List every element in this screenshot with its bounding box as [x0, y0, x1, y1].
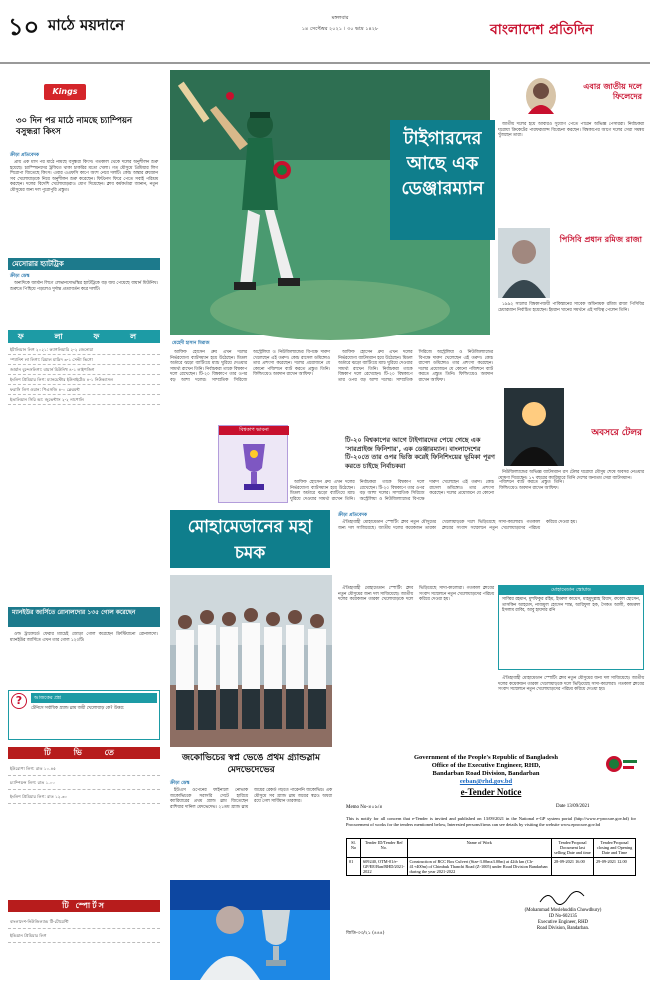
- hero-text-end: আফিফ হোসেন ধ্রুব এখন দলের নির্ভরযোগ্য ব্যাটসম্যান হয়ে উঠেছেন। মিডল অর্ডারে ঝড়ো ব্যাটিংয়ে ম্যাচ ঘুরিয়ে দেওয়ার সামর্থ্য রাখেন তিনি। নির্বাচকরা তাকে বিশ্বকাপ দলে রেখেছেন। টি-২০ বিশ্বকাপে তার ওপর বড় আশা দলের। সাম্প্রতিক সিরিজে অস্ট্রেলিয়া ও নিউজিল্যান্ডের বিপক্ষে দারুণ খেলেছেন এই তরুণ। কোচ রাসেল ডমিঙ্গোও তার প্রশংসা করেছেন। দলের প্রয়োজনে যে কোনো পজিশনে ব্যাট করতে প্রস্তুত তিনি। ফিল্ডিংয়েও অবদান রাখেন আফিফ।: [290, 480, 564, 502]
- tender-table: [346, 838, 636, 876]
- tender-memo: Memo No-৪০৯/৪: [346, 805, 383, 810]
- tender-signer-id: ID No-602135: [548, 914, 578, 919]
- right-article-top: [498, 122, 644, 222]
- tender-notice: [338, 752, 644, 980]
- left-column: [8, 70, 160, 980]
- tender-signer-block: [488, 908, 638, 932]
- sports-list: [8, 915, 160, 943]
- djokovic-text: ইউএস ওপেনের ফাইনালে নোভাক জকোভিচকে সরাসরি সেটে হারিয়ে ক্যারিয়ারের প্রথম গ্র্যান্ড স্লাম জিতেছেন রাশিয়ার দানিল মেদভেদেভ। ২১তম গ্র্যান্ড স্লাম জয়ের রেকর্ড গড়তে পারেননি জকোভিচ। এক মৌসুমে সব গ্র্যান্ড স্লাম জয়ের স্বপ্নও অধরা রয়ে গেল সার্বিয়ান তারকার।: [170, 788, 332, 810]
- right-text-mid: ১৯৯২ সালের বিশ্বকাপজয়ী পাকিস্তানের সাবেক অধিনায়ক রমিজ রাজা পিসিবির চেয়ারম্যান নির্বাচিত হয়েছেন। ইমরান খানের সমর্থনে এই দায়িত্ব পেলেন তিনি।: [498, 302, 644, 313]
- hattrick-text: অন্যদিকে জার্মান লিগে লেভানদোভস্কির হ্যাটট্রিকে বড় জয় পেয়েছে বায়ার্ন মিউনিখ। শুরুতে পিছিয়ে পড়লেও দুর্দান্ত প্রত্যাবর্তন করে দলটি।: [10, 281, 158, 292]
- ramiz-portrait: [498, 228, 550, 298]
- tender-table-row: [347, 857, 636, 876]
- date-line: [200, 15, 480, 34]
- kings-box: [8, 70, 160, 150]
- djokovic-photo: [170, 880, 330, 980]
- hattrick-banner: মেসোরার হ্যাটট্রিক: [8, 258, 160, 270]
- djokovic-credit: ক্রীড়া ডেস্ক: [170, 781, 190, 786]
- kings-credit: ক্রীড়া প্রতিবেদক: [10, 153, 39, 158]
- tender-office: Office of the Executive Engineer, RHD,: [431, 762, 541, 769]
- t20-worldcup-graphic: [218, 425, 288, 503]
- label-low: অবসরে টেলর: [591, 428, 642, 438]
- tv-row: ইংলিশ প্রিমিয়ার লিগ: রাত ১২.৩০: [8, 790, 160, 804]
- tender-table-header: [347, 839, 636, 858]
- person-icon: [504, 388, 564, 466]
- right-text-low: নিউজিল্যান্ডের অভিজ্ঞ ব্যাটসম্যান রস টেলর ঘরোয়া মৌসুম শেষে অবসর নেওয়ার ঘোষণা দিয়েছেন। ১৭ বছরের ক্যারিয়ারে তিনি দেশের অন্যতম সেরা ব্যাটসম্যান।: [498, 470, 644, 481]
- tv-header: টি ভি তে: [8, 747, 160, 759]
- tender-col-header: Name of Work: [407, 839, 551, 858]
- mohammedan-text-cont: ঐতিহ্যবাহী মোহামেডান স্পোর্টিং ক্লাব নতুন মৌসুমের জন্য দল সাজিয়েছে। জাতীয় দলের কয়েকজন তারকা খেলোয়াড়কে দলে ভিড়িয়েছে সাদা-কালোরা। গতকাল ক্লাবের সংবাদ সম্মেলনে নতুন খেলোয়াড়দের পরিচয় করিয়ে দেওয়া হয়।: [338, 586, 494, 603]
- pull-quote: [345, 436, 495, 476]
- hero-text: আফিফ হোসেন ধ্রুব এখন দলের নির্ভরযোগ্য ব্যাটসম্যান হয়ে উঠেছেন। মিডল অর্ডারে ঝড়ো ব্যাটিংয়ে ম্যাচ ঘুরিয়ে দেওয়ার সামর্থ্য রাখেন তিনি। নির্বাচকরা তাকে বিশ্বকাপ দলে রেখেছেন। টি-২০ বিশ্বকাপে তার ওপর বড় আশা দলের। সাম্প্রতিক সিরিজে অস্ট্রেলিয়া ও নিউজিল্যান্ডের বিপক্ষে দারুণ খেলেছেন এই তরুণ। কোচ রাসেল ডমিঙ্গোও তার প্রশংসা করেছেন। দলের প্রয়োজনে যে কোনো পজিশনে ব্যাট করতে প্রস্তুত তিনি। ফিল্ডিংয়েও অবদান রাখেন আফিফ।: [170, 350, 330, 383]
- kings-logo: Kings: [44, 84, 86, 100]
- mujib-logo-icon: [602, 754, 638, 778]
- tender-government-header: [346, 754, 626, 786]
- hero-article-end: [290, 480, 564, 505]
- tender-signer-title: Executive Engineer, RHD: [537, 920, 589, 925]
- label-top: এবার জাতীয় দলে ফিলেদের: [583, 82, 642, 101]
- taylor-portrait: [504, 388, 564, 466]
- mohammedan-squad-box: [498, 585, 644, 670]
- trophy-icon: [229, 440, 279, 498]
- pull-quote-text: টি-২০ বিশ্বকাপের আগে টাইগারদের পেয়ে গেছে এক 'সারপ্রাইজ ফিনিশার', এক ডেঞ্জারম্যান। বাংলাদেশের টি-২০তে তার ওপর ভিত্তি করেই ফিনিশিংয়ের ভূমিকা পূরণ করতে চাইছে নির্বাচকরা: [345, 436, 495, 470]
- squad-header: মোহামেডান স্কোয়াড: [499, 586, 643, 595]
- tender-cell: 01: [347, 857, 361, 876]
- squad-list: সাব্বির রহমান, মুশফিকুর রহিম, ইমরুল কায়েস, মাহমুদুল্লাহ রিয়াদ, রুবেল হোসেন, তাসকিন আহমেদ, নাজমুল হোসেন শান্ত, আরিফুল হক, সৈকত আলী, কামরুল ইসলাম রাব্বি, আবু হায়দার রনি: [502, 597, 640, 614]
- tender-cell: 609240, OTM-01/e-GP/EE/Ban/RHD/2021-2022: [361, 857, 408, 876]
- mohammedan-article: [338, 520, 644, 582]
- question-icon: ?: [11, 693, 27, 709]
- section-title: মাঠে ময়দানে: [48, 16, 125, 34]
- tender-col-header: Tender ID/Tender Ref No.: [361, 839, 408, 858]
- person-icon: [498, 228, 550, 298]
- quiz-box: [8, 690, 160, 740]
- results-header: ফ লা ফ ল: [8, 330, 160, 343]
- united-text: ওল্ড ট্রাফোর্ডে ফেরার ম্যাচেই জোড়া গোল করেছেন ক্রিস্টিয়ানো রোনালদো। ম্যানইউর জার্সিতে এখন তার গোল ১২০টি।: [10, 632, 158, 643]
- group-photo-image: [170, 575, 332, 747]
- result-row: ইতালিয়ান সিরি আ: জুভেন্টাস ২-২ নাপোলি: [8, 395, 160, 405]
- djokovic-title: জকোভিচের স্বপ্ন ভেঙে প্রথম গ্র্যান্ডস্লাম মেদভেদেভের: [181, 753, 321, 775]
- result-row: ইংলিশ প্রিমিয়ার লিগ: ম্যানচেস্টার ইউনাইটেড ৪-১ নিউক্যাসল: [8, 375, 160, 385]
- tender-gd: জিডি-৩৩/২১ (৪৪৪): [346, 931, 385, 936]
- tennis-trophy-image: [170, 880, 330, 980]
- label-mid: পিসিবি প্রধান রমিজ রাজা: [559, 235, 642, 244]
- pull-label: বিশ্বকাপ ভাবনা: [219, 426, 289, 435]
- page-header: [0, 0, 650, 64]
- player-portrait: [526, 78, 556, 114]
- mohammedan-article-cont: [338, 586, 494, 746]
- mohammedan-credit: ক্রীড়া প্রতিবেদক: [338, 513, 367, 518]
- tender-title: e-Tender Notice: [460, 787, 522, 797]
- tender-office2: Bandarban Road Division, Bandarban: [432, 770, 540, 777]
- date-label: ১৪ সেপ্টেম্বর ২০২১ । ৩০ ভাদ্র ১৪২৮: [301, 26, 379, 32]
- hero-headline: টাইগারদের আছে এক ডেঞ্জারম্যান: [390, 120, 495, 240]
- mohammedan-article-side: [498, 676, 644, 746]
- tender-body: This is notify for all concern that e-Tender is invited and published on 13/09/2021 in the National e-GP system portal (http://www.e-procure.gov.bd) for Procurement of works for the tenders mentioned below, Interested persons/firms can see details by visiting the website www.eprocure.gov.bd: [346, 816, 636, 827]
- tender-col-header: Tender/Proposal Document last selling Date and time: [552, 839, 594, 858]
- kings-text: প্রায় এক মাস পর মাঠে নামছে বসুন্ধরা কিংস। গতকাল থেকে দলের অনুশীলন শুরু হয়েছে। চ্যাম্পিয়নদের ট্রফিতে থাকা চাকরির মতো খেলা। গত মৌসুমে প্রিমিয়ার লিগ শিরোপা জিতেছে কিংস। এবার এএফসি কাপে অংশ নেবে দলটি। কোচ অস্কার ব্রুজোন সব খেলোয়াড়কে নিয়ে অনুশীলন শুরু করেছেন। ফিটনেস ফিরে পেতে সবাই পরিশ্রম করছেন। দলের বিদেশি খেলোয়াড়রাও যোগ দিয়েছেন। ক্লাব কর্মকর্তারা জানান, নতুন মৌসুমের জন্য দল পুরোপুরি প্রস্তুত।: [10, 160, 158, 193]
- hero-article-cont: [338, 350, 493, 430]
- tv-list: [8, 762, 160, 804]
- hero-text-cont: আফিফ হোসেন ধ্রুব এখন দলের নির্ভরযোগ্য ব্যাটসম্যান হয়ে উঠেছেন। মিডল অর্ডারে ঝড়ো ব্যাটিংয়ে ম্যাচ ঘুরিয়ে দেওয়ার সামর্থ্য রাখেন তিনি। নির্বাচকরা তাকে বিশ্বকাপ দলে রেখেছেন। টি-২০ বিশ্বকাপে তার ওপর বড় আশা দলের। সাম্প্রতিক সিরিজে অস্ট্রেলিয়া ও নিউজিল্যান্ডের বিপক্ষে দারুণ খেলেছেন এই তরুণ। কোচ রাসেল ডমিঙ্গোও তার প্রশংসা করেছেন। দলের প্রয়োজনে যে কোনো পজিশনে ব্যাট করতে প্রস্তুত তিনি। ফিল্ডিংয়েও অবদান রাখেন আফিফ।: [338, 350, 493, 383]
- kings-article: [10, 160, 158, 252]
- mujib-logo: [602, 754, 638, 778]
- quiz-banner: আজকের প্রশ্ন: [31, 693, 157, 703]
- sports-row: বাংলাদেশ-নিউজিল্যান্ড টি-টোয়েন্টি: [8, 915, 160, 929]
- signature: [538, 890, 588, 906]
- tender-cell: Construction of RCC Box Culvert (Size-3.00mx3.00m) at 42th km (Ch-41+400m) of Chimbuk Thanchi Road (Z-1005) under Road Division Bandarban during the year 2021-2022: [407, 857, 551, 876]
- djokovic-article: [170, 788, 332, 876]
- tender-col-header: Tender/Proposal closing and Opening Date and Time: [594, 839, 636, 858]
- right-article-mid: [498, 302, 644, 382]
- page-number: ১০: [8, 12, 40, 41]
- tender-gov: Government of the People's Republic of Bangladesh: [413, 754, 559, 761]
- result-row: স্প্যানিশ লা লিগা: রিয়াল মাদ্রিদ ৩-১ সেল্টা ভিগো: [8, 355, 160, 365]
- tender-signer-office: Road Division, Bandarban.: [536, 926, 590, 931]
- tender-date: Date 13/09/2021: [556, 804, 590, 809]
- mohammedan-title: মোহামেডানের মহা চমক: [170, 510, 330, 568]
- sports-header: টি স্পোর্টস: [8, 900, 160, 912]
- right-text-top: জাতীয় দলের হয়ে আবারও সুযোগ পেতে পারেন অভিজ্ঞ পেসাররা। নির্বাচকরা ঘরোয়া ক্রিকেটের পারফরম্যান্স বিবেচনা করছেন। বিশ্বকাপের আগে দলের সেরা সমন্বয় খুঁজছেন তারা।: [498, 122, 644, 139]
- united-banner: ম্যানইউর জার্সিতে রোনালদোর ১৩৫ গোল করেছেন: [8, 607, 160, 627]
- tender-cell: 28-09-2021 16.00: [552, 857, 594, 876]
- sports-row: ইন্ডিয়ান প্রিমিয়ার লিগ: [8, 929, 160, 943]
- photo-credit: মেহেদী হাসান মিরাজ: [172, 341, 210, 346]
- person-icon: [526, 78, 556, 114]
- signature-icon: [538, 890, 588, 906]
- tv-row: চ্যাম্পিয়ন্স লিগ: রাত ১.০০: [8, 776, 160, 790]
- brand-logo: বাংলাদেশ প্রতিদিন: [490, 22, 594, 38]
- tv-row: ইউরোপা লিগ: রাত ১০.৪৫: [8, 762, 160, 776]
- mohammedan-photo: [170, 575, 332, 747]
- kings-headline: ৩০ দিন পর মাঠে নামছে চ্যাম্পিয়ন বসুন্ধরা কিংস: [16, 116, 133, 137]
- mohammedan-text-side: ঐতিহ্যবাহী মোহামেডান স্পোর্টিং ক্লাব নতুন মৌসুমের জন্য দল সাজিয়েছে। জাতীয় দলের কয়েকজন তারকা খেলোয়াড়কে দলে ভিড়িয়েছে সাদা-কালোরা। গতকাল ক্লাবের সংবাদ সম্মেলনে নতুন খেলোয়াড়দের পরিচয় করিয়ে দেওয়া হয়।: [498, 676, 644, 693]
- tender-email[interactable]: eeban@rhd.gov.bd: [459, 778, 513, 785]
- tender-col-header: Sl. No: [347, 839, 361, 858]
- mohammedan-text: ঐতিহ্যবাহী মোহামেডান স্পোর্টিং ক্লাব নতুন মৌসুমের জন্য দল সাজিয়েছে। জাতীয় দলের কয়েকজন তারকা খেলোয়াড়কে দলে ভিড়িয়েছে সাদা-কালোরা। গতকাল ক্লাবের সংবাদ সম্মেলনে নতুন খেলোয়াড়দের পরিচয় করিয়ে দেওয়া হয়।: [338, 520, 577, 531]
- result-row: জার্মান বুন্দেসলিগা: বায়ার্ন মিউনিখ ৪-১ লাইপজিগ: [8, 365, 160, 375]
- results-list: [8, 345, 160, 405]
- quiz-text: টেনিসে সর্বাধিক গ্র্যান্ড স্লাম জয়ী খেলোয়াড় কে? উত্তর:: [31, 706, 125, 711]
- hattrick-credit: ক্রীড়া ডেস্ক: [10, 274, 30, 279]
- tender-cell: 29-09-2021 12.00: [594, 857, 636, 876]
- tender-signer: (Mohammad Moslehuddin Chowdhury): [524, 908, 602, 913]
- hattrick-article: [10, 281, 158, 325]
- result-row: ফরাসি লিগ ওয়ান: পিএসজি ৪-০ ক্লেরমন্ট: [8, 385, 160, 395]
- result-row: ইটালিয়ান লিগ ২০২১: ক্যাগলিয়ারি ২-২ জেনোয়া: [8, 345, 160, 355]
- day-label: মঙ্গলবার: [331, 15, 349, 21]
- united-article: [10, 632, 158, 682]
